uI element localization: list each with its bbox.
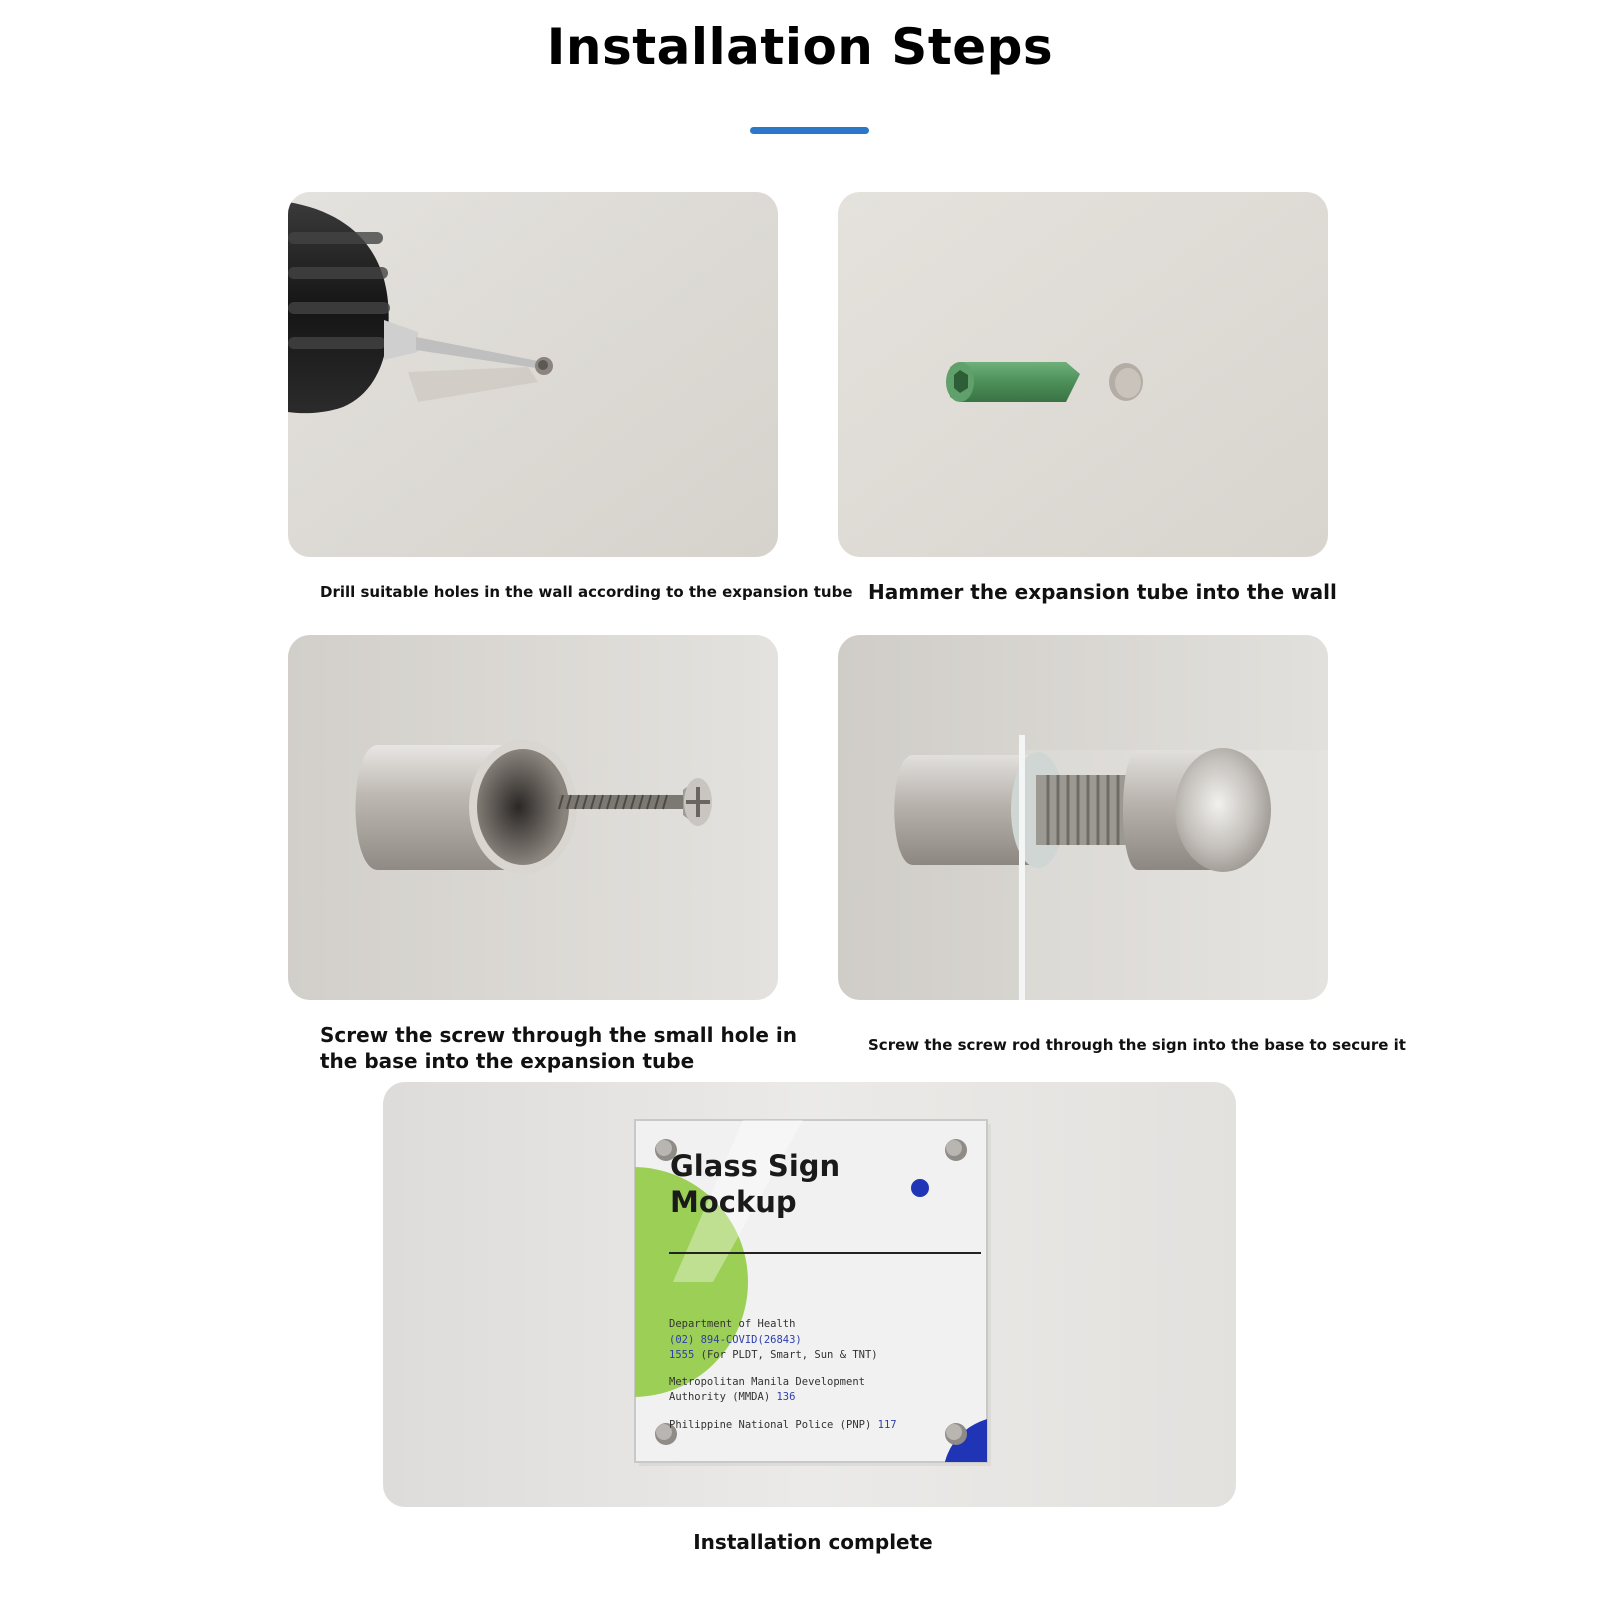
sign-info-2: (02) 894-COVID(26843) <box>669 1334 802 1346</box>
sign-title: Glass Sign Mockup <box>670 1149 841 1219</box>
sign-info-5-number: 136 <box>776 1391 796 1403</box>
step-1-caption: Drill suitable holes in the wall according to the expansion tube <box>320 583 853 601</box>
sign-info-5-text: Authority (MMDA) <box>669 1391 777 1403</box>
sign-info-6-number: 117 <box>877 1419 897 1431</box>
standoff-icon <box>838 635 1328 1000</box>
page-title: Installation Steps <box>546 18 1054 76</box>
sign-info-5 <box>669 1390 999 1405</box>
sign-info-4: Metropolitan Manila Development <box>669 1376 865 1388</box>
drill-icon <box>288 192 778 557</box>
title-underline <box>750 127 869 134</box>
step-4-caption: Screw the screw rod through the sign into the base to secure it <box>868 1036 1406 1054</box>
screw-base-icon <box>288 635 778 1000</box>
step-2-caption: Hammer the expansion tube into the wall <box>868 580 1337 604</box>
step-3-image <box>288 635 778 1000</box>
sign-info-3 <box>669 1348 999 1363</box>
step-5-image <box>383 1082 1236 1507</box>
sign-info-3-number: 1555 <box>669 1349 695 1361</box>
glass-sign-icon <box>383 1082 1236 1507</box>
step-3-caption: Screw the screw through the small hole in the base into the expansion tube <box>320 1023 797 1073</box>
sign-divider <box>669 1252 981 1254</box>
sign-info-1: Department of Health <box>669 1318 796 1330</box>
step-5-caption: Installation complete <box>693 1530 933 1554</box>
step-1-image <box>288 192 778 557</box>
sign-info-6-text: Philippine National Police (PNP) <box>669 1419 878 1431</box>
expansion-tube-icon <box>838 192 1328 557</box>
step-2-image <box>838 192 1328 557</box>
sign-info-6 <box>669 1418 999 1433</box>
sign-info-3-text: (For PLDT, Smart, Sun & TNT) <box>694 1349 878 1361</box>
step-4-image <box>838 635 1328 1000</box>
